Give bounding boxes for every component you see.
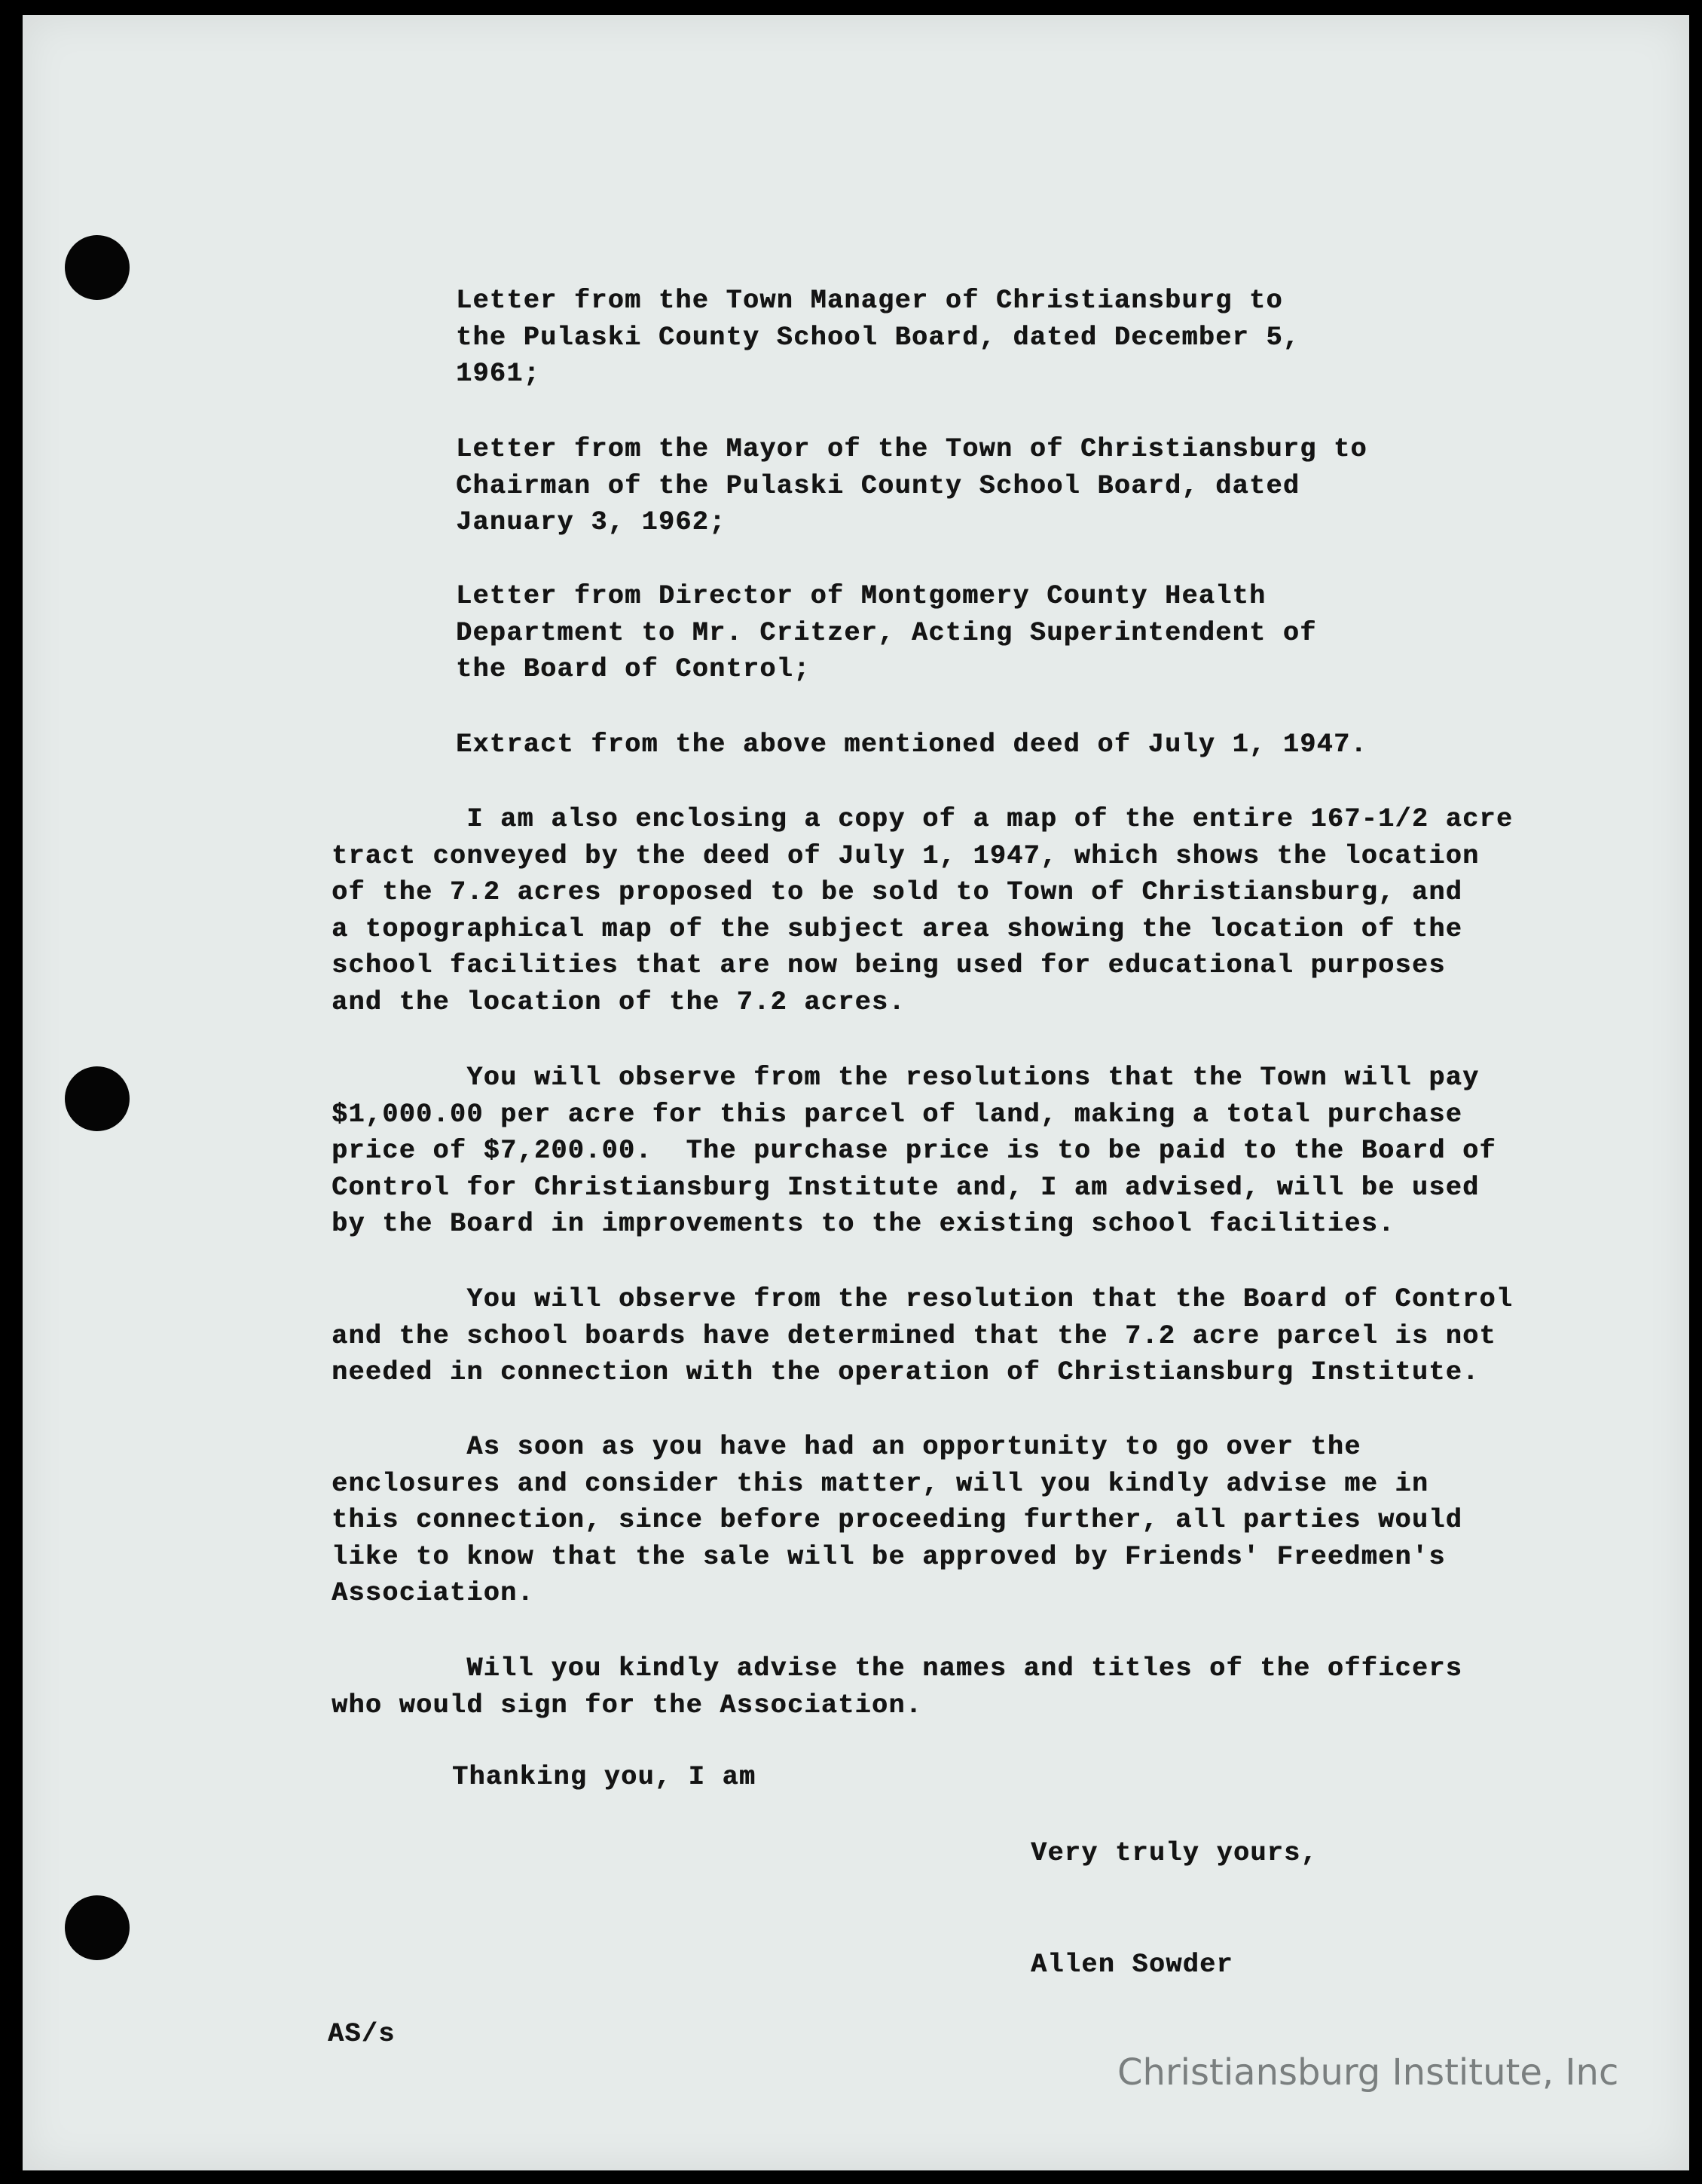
enclosure-item-mayor-letter: Letter from the Mayor of the Town of Christiansburg to Chairman of the Pulaski County School Board, dated January 3, 1962;	[456, 434, 1367, 537]
enclosure-item-town-manager-letter: Letter from the Town Manager of Christiansburg to the Pulaski County School Board, dated December 5, 1961;	[456, 286, 1300, 389]
punch-hole-middle	[65, 1066, 130, 1131]
closing-salutation: Very truly yours,	[1031, 1838, 1318, 1868]
paragraph-parcel-not-needed: You will observe from the resolution that the Board of Control and the school boards have determined that the 7.2 acre parcel is not needed in connection with the operation of Christiansburg Institute.	[332, 1284, 1514, 1387]
paragraph-request-advice: As soon as you have had an opportunity to go over the enclosures and consider this matter, will you kindly advise me in this connection, since before proceeding further, all parties would like to know that the sale will be approved by Friends' Freedmen's Association.	[332, 1432, 1463, 1608]
thanks-line: Thanking you, I am	[452, 1762, 756, 1792]
enclosure-item-health-director-letter: Letter from Director of Montgomery County Health Department to Mr. Critzer, Acting Superintendent of the Board of Control;	[456, 581, 1317, 684]
punch-hole-top	[65, 235, 130, 300]
paragraph-officer-names: Will you kindly advise the names and titles of the officers who would sign for the Association.	[332, 1653, 1463, 1721]
watermark: Christiansburg Institute, Inc	[1117, 2051, 1619, 2094]
paragraph-purchase-price: You will observe from the resolutions that the Town will pay $1,000.00 per acre for this parcel of land, making a total purchase price of $7,200.00. The purchase price is to be paid to the Board of Control for Christiansburg Institute and, I am advised, will be used by the Board in improvements to the existing school facilities.	[332, 1063, 1496, 1239]
punch-hole-bottom	[65, 1895, 130, 1960]
signer-name: Allen Sowder	[1031, 1950, 1233, 1980]
typist-initials: AS/s	[328, 2019, 396, 2049]
paragraph-map-enclosure: I am also enclosing a copy of a map of the entire 167-1/2 acre tract conveyed by the deed of July 1, 1947, which shows the location of the 7.2 acres proposed to be sold to Town of Christiansburg, and a topographical map of the subject area showing the location of the school facilities that are now being used for educational purposes and the location of the 7.2 acres.	[332, 804, 1514, 1017]
enclosure-item-deed-extract: Extract from the above mentioned deed of July 1, 1947.	[456, 730, 1367, 760]
